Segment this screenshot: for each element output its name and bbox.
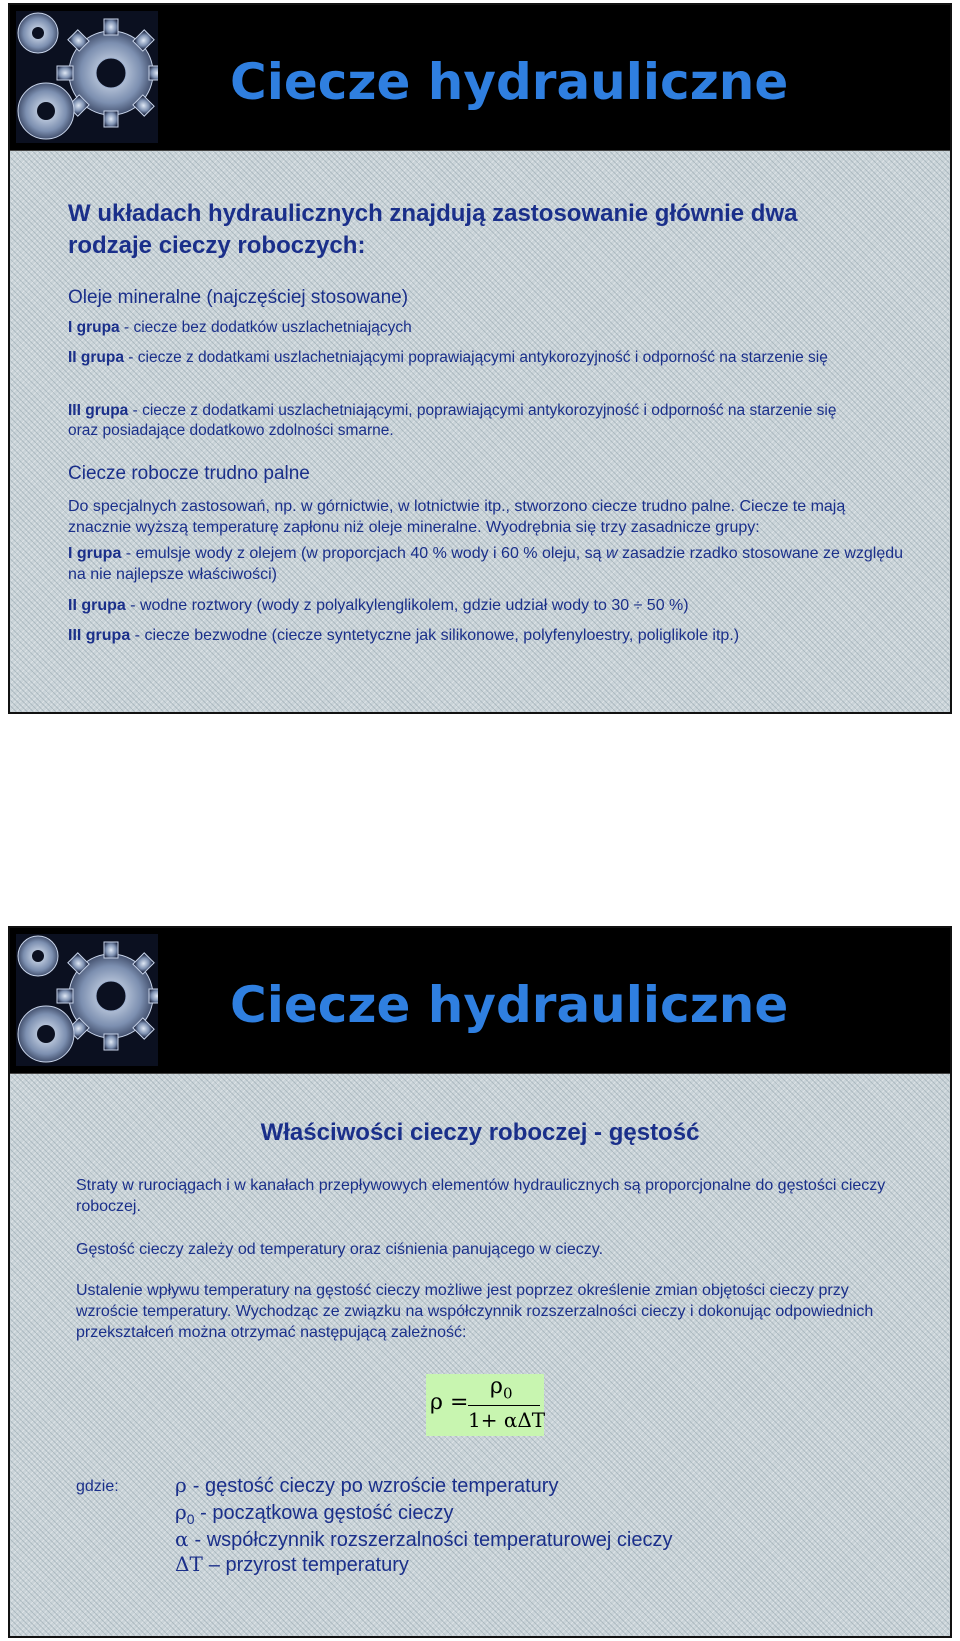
group-text: - wodne roztwory (wody z polyalkylenglikolem, gdzie udział wody to 30 ÷ 50 %) bbox=[125, 597, 689, 614]
group-label: III grupa bbox=[68, 402, 129, 419]
section-heading: W układach hydraulicznych znajdują zastosowanie głównie dwa rodzaje cieczy roboczych: bbox=[68, 200, 798, 260]
formula-lhs: ρ bbox=[430, 1390, 443, 1415]
definition-item bbox=[175, 1552, 409, 1577]
formula-numerator bbox=[490, 1374, 512, 1402]
formula-denominator: 1+ αΔT bbox=[468, 1408, 546, 1432]
fraction-bar bbox=[468, 1405, 540, 1406]
definition-item bbox=[175, 1527, 672, 1552]
group-text: - ciecze z dodatkami uszlachetniającymi, poprawiającymi antykorozyjność i odporność na starzenie się oraz posiadające dodatkowo zdolności smarne. bbox=[68, 402, 837, 440]
definition-text: - gęstość cieczy po wzroście temperatury bbox=[192, 1475, 559, 1497]
slide-2 bbox=[8, 926, 952, 1638]
definition-symbol: ΔT bbox=[175, 1552, 203, 1576]
where-label: gdzie: bbox=[76, 1478, 119, 1495]
group-text: - ciecze bez dodatków uszlachetniających bbox=[119, 319, 412, 336]
density-formula bbox=[426, 1374, 544, 1436]
definition-item bbox=[175, 1473, 558, 1498]
group-label: I grupa bbox=[68, 319, 120, 336]
paragraph: Gęstość cieczy zależy od temperatury oraz ciśnienia panującego w cieczy. bbox=[76, 1241, 604, 1258]
group-text: - emulsje wody z olejem (w proporcjach 40 % wody i 60 % oleju, są bbox=[121, 545, 606, 562]
list-item bbox=[68, 401, 868, 441]
slide-header bbox=[10, 5, 950, 150]
definition-symbol: α bbox=[175, 1527, 189, 1551]
group-text: - ciecze bezwodne (ciecze syntetyczne jak silikonowe, polyfenyloestry, poliglikole itp.) bbox=[130, 627, 740, 644]
definition-item bbox=[175, 1500, 454, 1527]
group-label: I grupa bbox=[68, 545, 122, 562]
formula-numerator-subscript: 0 bbox=[502, 1384, 513, 1403]
section-heading: Właściwości cieczy roboczej - gęstość bbox=[260, 1119, 700, 1146]
paragraph: Straty w rurociągach i w kanałach przepływowych elementów hydraulicznych są proporcjonalne do gęstości cieczy roboczej. bbox=[76, 1177, 886, 1215]
group-label: II grupa bbox=[68, 597, 126, 614]
slide-title: Ciecze hydrauliczne bbox=[230, 976, 789, 1034]
gear-logo-icon bbox=[16, 934, 158, 1066]
group-label: III grupa bbox=[68, 627, 131, 644]
fire-resistant-heading: Ciecze robocze trudno palne bbox=[68, 463, 310, 484]
group-text: - ciecze z dodatkami uszlachetniającymi poprawiającymi antykorozyjność i odporność na starzenie się bbox=[123, 349, 828, 366]
list-item bbox=[68, 626, 908, 647]
slide-title: Ciecze hydrauliczne bbox=[230, 53, 789, 111]
slide-content bbox=[10, 150, 950, 712]
slide-header bbox=[10, 928, 950, 1073]
list-item bbox=[68, 544, 908, 586]
definition-text: – przyrost temperatury bbox=[208, 1554, 409, 1576]
group-text: zasadzie rzadko stosowane ze względu na nie najlepsze właściwości) bbox=[68, 545, 904, 583]
definition-text: - początkowa gęstość cieczy bbox=[194, 1502, 454, 1524]
paragraph: Ustalenie wpływu temperatury na gęstość cieczy możliwe jest poprzez określenie zmian objętości cieczy przy wzroście temperatury. Wychodząc ze związku na współczynnik rozszerzalności cieczy i dokonując odpowiednich przekształceń można otrzymać następującą zależność: bbox=[76, 1282, 874, 1341]
list-item bbox=[68, 318, 868, 338]
group-label: II grupa bbox=[68, 349, 124, 366]
formula-equals: = bbox=[450, 1390, 469, 1415]
slide-1 bbox=[8, 3, 952, 714]
mineral-oils-heading: Oleje mineralne (najczęściej stosowane) bbox=[68, 287, 409, 308]
definition-subscript: 0 bbox=[186, 1511, 195, 1527]
slide-content bbox=[10, 1073, 950, 1636]
list-item bbox=[68, 348, 868, 368]
gear-logo-icon bbox=[16, 11, 158, 143]
definition-symbol: ρ bbox=[175, 1473, 187, 1497]
group-text-emphasis: w bbox=[606, 545, 618, 562]
fire-resistant-intro: Do specjalnych zastosowań, np. w górnictwie, w lotnictwie itp., stworzono ciecze trudno palne. Ciecze te mają znacznie wyższą temperaturę zapłonu niż oleje mineralne. Wyodrębnia się trzy zasadnicze grupy: bbox=[68, 498, 846, 536]
definition-text: - współczynnik rozszerzalności temperaturowej cieczy bbox=[194, 1529, 673, 1551]
formula-numerator-symbol: ρ bbox=[490, 1374, 503, 1399]
definition-symbol: ρ bbox=[175, 1500, 187, 1524]
list-item bbox=[68, 596, 908, 617]
